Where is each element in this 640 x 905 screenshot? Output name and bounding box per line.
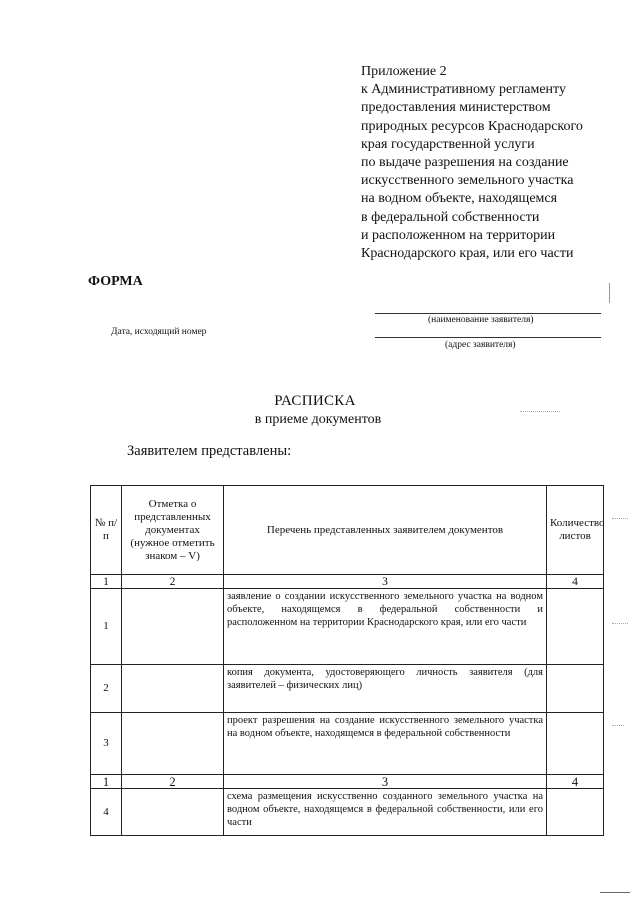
scan-artifact (612, 623, 628, 624)
appendix-block (361, 63, 621, 263)
table-row (91, 789, 604, 836)
row-document: схема размещения искусственно созданного земельного участка на водном объекте, находящемся в федеральной собственности, или его части (224, 789, 547, 836)
row-sheets-cell[interactable] (547, 665, 604, 713)
form-label: ФОРМА (88, 274, 143, 289)
appendix-line: искусственного земельного участка (361, 173, 574, 189)
appendix-line: предоставления министерством (361, 100, 551, 116)
document-subtitle: в приеме документов (254, 412, 382, 427)
header-list: Перечень представленных заявителем документов (224, 486, 547, 575)
column-numbers-row (91, 575, 604, 589)
appendix-line: и расположенном на территории (361, 227, 556, 243)
col-number: 2 (122, 575, 224, 589)
col-number: 3 (224, 775, 547, 789)
header-sheets: Количество листов (547, 486, 604, 575)
scan-artifact (609, 283, 610, 303)
row-document: заявление о создании искусственного земельного участка на водном объекте, находящемся в федеральной собственности и расположенном на территории Краснодарского края, или его части (224, 589, 547, 665)
applicant-address-line (375, 337, 601, 338)
table-row (91, 713, 604, 775)
scan-artifact (600, 892, 630, 893)
col-number: 1 (91, 775, 122, 789)
row-mark-cell[interactable] (122, 589, 224, 665)
row-sheets-cell[interactable] (547, 589, 604, 665)
appendix-line: по выдаче разрешения на создание (361, 155, 569, 171)
row-num: 2 (91, 665, 122, 713)
appendix-line: Приложение 2 (361, 64, 447, 79)
appendix-line: природных ресурсов Краснодарского (361, 118, 583, 134)
scan-artifact (612, 518, 628, 519)
appendix-line: края государственной услуги (361, 136, 535, 152)
col-number: 4 (547, 775, 604, 789)
applicant-address-caption: (адрес заявителя) (445, 340, 516, 350)
row-num: 1 (91, 589, 122, 665)
table-row (91, 665, 604, 713)
col-number: 4 (547, 575, 604, 589)
col-number: 2 (122, 775, 224, 789)
row-sheets-cell[interactable] (547, 713, 604, 775)
row-mark-cell[interactable] (122, 713, 224, 775)
appendix-line: на водном объекте, находящемся (361, 191, 558, 207)
applicant-name-line (375, 313, 601, 314)
scan-artifact (612, 725, 624, 726)
date-label: Дата, исходящий номер (111, 327, 207, 337)
row-document: копия документа, удостоверяющего личность заявителя (для заявителей – физических лиц) (224, 665, 547, 713)
row-mark-cell[interactable] (122, 789, 224, 836)
appendix-line: в федеральной собственности (361, 209, 540, 225)
table-header-row (91, 486, 604, 575)
appendix-line: к Административному регламенту (361, 82, 566, 98)
document-title: РАСПИСКА (274, 393, 356, 409)
row-document: проект разрешения на создание искусственного земельного участка на водном объекте, находящемся в федеральной собственности (224, 713, 547, 775)
scan-artifact (520, 411, 560, 412)
col-number: 3 (224, 575, 547, 589)
appendix-line: Краснодарского края, или его части (361, 246, 574, 262)
header-num: № п/п (91, 486, 122, 575)
table-row (91, 589, 604, 665)
row-mark-cell[interactable] (122, 665, 224, 713)
row-num: 3 (91, 713, 122, 775)
col-number: 1 (91, 575, 122, 589)
documents-table (90, 485, 604, 836)
row-num: 4 (91, 789, 122, 836)
row-sheets-cell[interactable] (547, 789, 604, 836)
submitted-label: Заявителем представлены: (127, 443, 292, 459)
applicant-name-caption: (наименование заявителя) (428, 315, 534, 325)
header-mark: Отметка о представленных документах (нужное отметить знаком – V) (122, 486, 224, 575)
column-numbers-row (91, 775, 604, 789)
